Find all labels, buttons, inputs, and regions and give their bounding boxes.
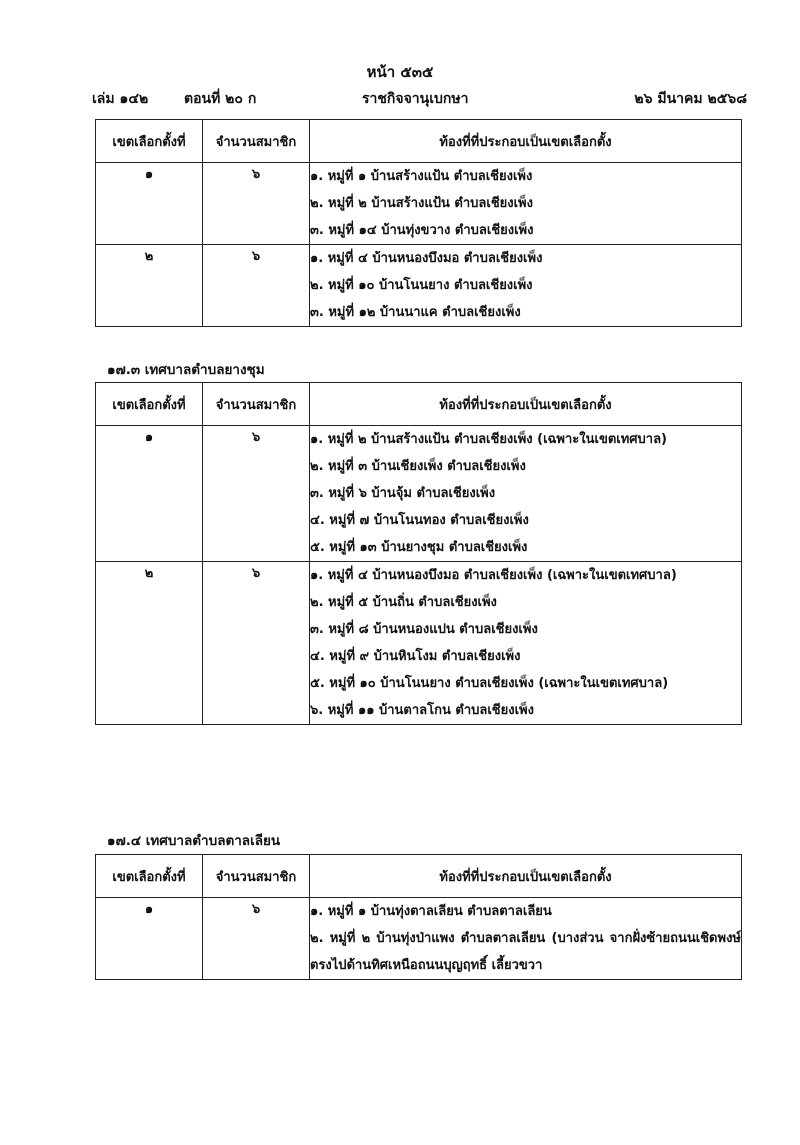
area-item: ๑. หมู่ที่ ๑ บ้านทุ่งตาลเลียน ตำบลตาลเลียน [310,904,552,919]
zone-table-2 [95,382,742,725]
area-item: ๒. หมู่ที่ ๕ บ้านถิ่น ตำบลเชียงเพ็ง [310,595,497,610]
gazette-name: ราชกิจจานุเบกษา [362,91,469,107]
table-row [96,163,742,245]
table-row [96,245,742,327]
area-list [310,245,742,327]
volume-label: เล่ม ๑๔๒ [92,91,149,107]
area-item: ๒. หมู่ที่ ๑๐ บ้านโนนยาง ตำบลเชียงเพ็ง [310,278,533,293]
gazette-header [92,88,747,110]
issue-label: ตอนที่ ๒๐ ก [184,91,257,107]
area-item: ๒. หมู่ที่ ๒ บ้านทุ่งป่าแพง ตำบลตาลเลียน (บางส่วน จากฝั่งซ้ายถนนเชิดพงษ์ ตรงไปด้านทิศเหนือถนนบุญฤทธิ์ เลี้ยวขวา [310,931,741,973]
table-row [96,898,742,980]
area-item: ๑. หมู่ที่ ๔ บ้านหนองบึงมอ ตำบลเชียงเพ็ง [310,251,543,266]
header-zone: เขตเลือกตั้งที่ [96,383,203,426]
member-count: ๖ [203,245,310,327]
table-row [96,426,742,562]
zone-number: ๑ [96,898,203,980]
area-item: ๔. หมู่ที่ ๗ บ้านโนนทอง ตำบลเชียงเพ็ง [310,513,529,528]
area-item: ๑. หมู่ที่ ๔ บ้านหนองบึงมอ ตำบลเชียงเพ็ง (เฉพาะในเขตเทศบาล) [310,568,677,583]
header-members: จำนวนสมาชิก [203,120,310,163]
header-zone: เขตเลือกตั้งที่ [96,855,203,898]
area-item: ๓. หมู่ที่ ๖ บ้านจุ้ม ตำบลเชียงเพ็ง [310,486,496,501]
zone-number: ๑ [96,163,203,245]
member-count: ๖ [203,426,310,562]
header-areas: ท้องที่ที่ประกอบเป็นเขตเลือกตั้ง [310,855,742,898]
area-item: ๕. หมู่ที่ ๑๓ บ้านยางชุม ตำบลเชียงเพ็ง [310,540,528,555]
area-list [310,163,742,245]
area-list [310,426,742,562]
zone-number: ๒ [96,245,203,327]
header-areas: ท้องที่ที่ประกอบเป็นเขตเลือกตั้ง [310,383,742,426]
area-item: ๓. หมู่ที่ ๘ บ้านหนองแปน ตำบลเชียงเพ็ง [310,622,538,637]
header-members: จำนวนสมาชิก [203,383,310,426]
member-count: ๖ [203,163,310,245]
area-item: ๒. หมู่ที่ ๓ บ้านเชียงเพ็ง ตำบลเชียงเพ็ง [310,459,526,474]
member-count: ๖ [203,562,310,725]
page-number: หน้า ๕๓๕ [366,63,434,81]
member-count: ๖ [203,898,310,980]
area-item: ๖. หมู่ที่ ๑๑ บ้านตาลโกน ตำบลเชียงเพ็ง [310,703,534,718]
zone-number: ๒ [96,562,203,725]
table-header-row [96,120,742,163]
table-row [96,562,742,725]
area-list [310,898,742,980]
header-zone: เขตเลือกตั้งที่ [96,120,203,163]
area-item: ๒. หมู่ที่ ๒ บ้านสร้างแป้น ตำบลเชียงเพ็ง [310,196,533,211]
table-header-row [96,383,742,426]
area-item: ๑. หมู่ที่ ๒ บ้านสร้างแป้น ตำบลเชียงเพ็ง (เฉพาะในเขตเทศบาล) [310,432,667,447]
area-item: ๓. หมู่ที่ ๑๔ บ้านทุ่งขวาง ตำบลเชียงเพ็ง [310,223,534,238]
area-item: ๑. หมู่ที่ ๑ บ้านสร้างแป้น ตำบลเชียงเพ็ง [310,169,533,184]
zone-table-3 [95,854,742,980]
zone-table-1 [95,119,742,327]
zone-number: ๑ [96,426,203,562]
section-title-tanlian: ๑๗.๔ เทศบาลตำบลตาลเลียน [107,833,281,849]
table-header-row [96,855,742,898]
area-item: ๓. หมู่ที่ ๑๒ บ้านนาแค ตำบลเชียงเพ็ง [310,305,521,320]
area-item: ๕. หมู่ที่ ๑๐ บ้านโนนยาง ตำบลเชียงเพ็ง (เฉพาะในเขตเทศบาล) [310,676,669,691]
area-list [310,562,742,725]
publication-date: ๒๖ มีนาคม ๒๕๖๘ [634,91,747,107]
header-areas: ท้องที่ที่ประกอบเป็นเขตเลือกตั้ง [310,120,742,163]
header-members: จำนวนสมาชิก [203,855,310,898]
section-title-yangchum: ๑๗.๓ เทศบาลตำบลยางชุม [107,362,265,378]
area-item: ๔. หมู่ที่ ๙ บ้านหินโงม ตำบลเชียงเพ็ง [310,649,521,664]
